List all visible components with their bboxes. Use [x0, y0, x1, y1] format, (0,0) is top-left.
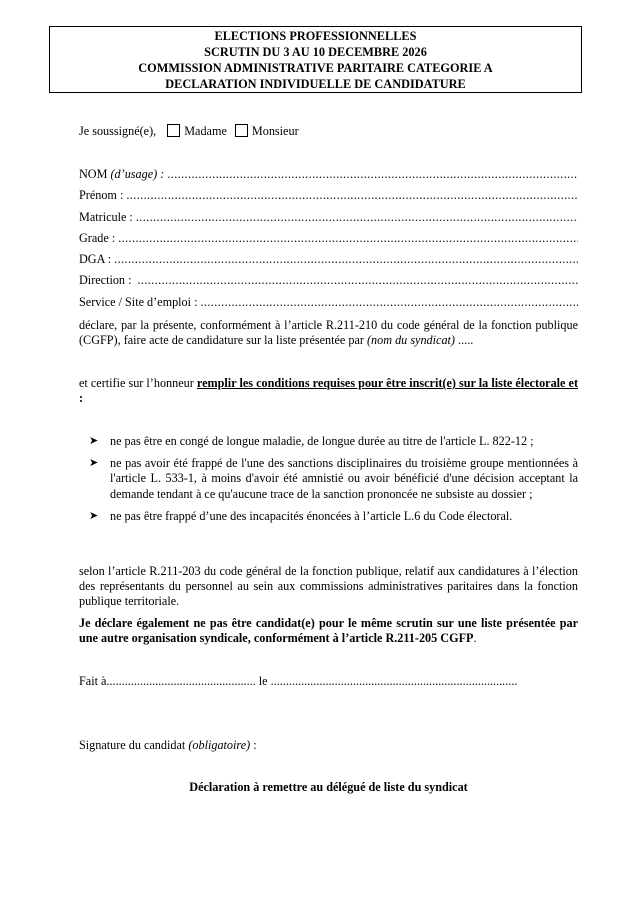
dga-field[interactable]	[79, 252, 578, 273]
declare-paragraph	[79, 318, 578, 348]
nom-hint: (d’usage) :	[110, 167, 165, 181]
arrow-bullet-icon: ➤	[89, 435, 99, 447]
matricule-label: Matricule :	[79, 209, 133, 224]
nom-field[interactable]	[79, 167, 578, 188]
header-line-4: DECLARATION INDIVIDUELLE DE CANDIDATURE	[165, 76, 466, 91]
madame-checkbox[interactable]	[167, 124, 180, 137]
madame-label: Madame	[184, 124, 227, 138]
fait-row	[79, 674, 578, 689]
header-line-3: COMMISSION ADMINISTRATIVE PARITAIRE CATEGORIE A	[138, 60, 493, 75]
service-field[interactable]	[79, 295, 578, 316]
fait-le-label: le	[258, 674, 268, 688]
syndicat-dots[interactable]: .....	[458, 333, 474, 348]
also-declare-text: Je déclare également ne pas être candidat(e) pour le même scrutin sur une liste présentée par une autre organisation syndicale, conformément à l’article R.211-205 CGFP	[79, 616, 578, 646]
fait-a-dots[interactable]: .................................................	[106, 674, 256, 688]
signature-colon: :	[250, 738, 257, 752]
header-line-1: ELECTIONS PROFESSIONNELLES	[214, 28, 417, 43]
prenom-field[interactable]	[79, 188, 578, 209]
arrow-bullet-icon: ➤	[89, 457, 99, 470]
grade-label: Grade :	[79, 230, 116, 245]
civility-row	[79, 124, 578, 139]
grade-field[interactable]	[79, 231, 578, 252]
dga-label: DGA :	[79, 252, 112, 267]
certify-text: et certifie sur l’honneur	[79, 376, 194, 390]
also-declare-paragraph	[79, 616, 578, 646]
declare-text: déclare, par la présente, conformément à l’article R.211-210 du code général de la fonction publique (CGFP), faire acte de candidature sur la liste présentée par	[79, 318, 578, 348]
document-header	[49, 26, 582, 93]
matricule-field[interactable]	[79, 210, 578, 231]
fait-a-label: Fait à	[79, 674, 107, 688]
fait-le-dots[interactable]: .................................................................................	[270, 674, 518, 688]
syndicat-hint: (nom du syndicat)	[366, 333, 455, 348]
footer-instruction: Déclaration à remettre au délégué de liste du syndicat	[189, 780, 468, 794]
also-declare-end: .	[473, 631, 477, 646]
service-label: Service / Site d’emploi :	[79, 294, 198, 309]
direction-label: Direction :	[79, 273, 132, 288]
list-item: ➤ ne pas être frappé d’une des incapacités énoncées à l’article L.6 du Code électoral.	[89, 508, 513, 523]
certify-paragraph	[79, 376, 578, 406]
signature-hint: (obligatoire)	[188, 738, 251, 752]
conditions-list	[79, 434, 578, 531]
certify-colon: :	[79, 391, 84, 406]
certify-bold: remplir les conditions requises pour être inscrit(e) sur la liste électorale et	[196, 376, 579, 390]
list-item: ➤ ne pas avoir été frappé de l'une des sanctions disciplinaires du troisième groupe mentionnées à l'article L. 533-1, à moins d'avoir été amnistié ou avoir bénéficié d'une décision acceptant la demande tendant à ce qu'aucune trace de la sanction prononcée ne subsiste au dossier ;	[89, 456, 578, 501]
header-line-2: SCRUTIN DU 3 AU 10 DECEMBRE 2026	[204, 44, 427, 59]
direction-field[interactable]	[79, 273, 578, 294]
nom-label: NOM	[79, 167, 108, 181]
signature-label: Signature du candidat	[79, 738, 186, 752]
monsieur-checkbox[interactable]	[235, 124, 248, 137]
prenom-label: Prénom :	[79, 188, 124, 203]
monsieur-label: Monsieur	[251, 124, 299, 138]
identity-fields	[79, 167, 578, 316]
arrow-bullet-icon: ➤	[89, 509, 99, 522]
civility-label: Je soussigné(e),	[79, 124, 157, 138]
signature-row	[79, 738, 578, 753]
selon-paragraph: selon l’article R.211-203 du code général de la fonction publique, relatif aux candidatures à l’élection des représentants du personnel au sein aux commissions administratives paritaires dans la fonction publique territoriale.	[79, 564, 578, 609]
list-item: ➤ ne pas être en congé de longue maladie, de longue durée au titre de l'article L. 822-12 ;	[89, 434, 534, 448]
